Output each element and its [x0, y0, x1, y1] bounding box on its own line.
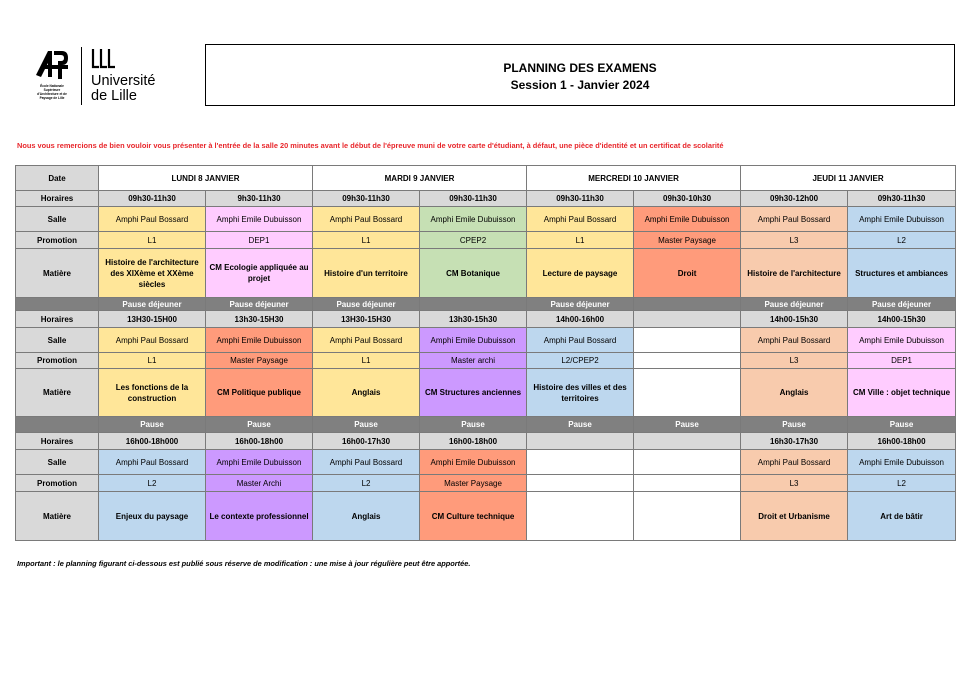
time-cell: 13h30-15h30: [420, 311, 527, 328]
time-cell: 14h00-16h00: [527, 311, 634, 328]
room-cell: [527, 450, 634, 475]
row-label-promotion: Promotion: [16, 232, 99, 249]
promotion-cell: L2: [99, 475, 206, 492]
room-cell: Amphi Paul Bossard: [741, 450, 848, 475]
break-cell: Pause: [634, 417, 741, 433]
room-cell: Amphi Paul Bossard: [99, 328, 206, 353]
promotion-cell: L2/CPEP2: [527, 353, 634, 369]
row-label-horaires: Horaires: [16, 191, 99, 207]
room-cell: Amphi Emile Dubuisson: [206, 328, 313, 353]
promotion-cell: L3: [741, 353, 848, 369]
row-label-horaires: Horaires: [16, 433, 99, 450]
subject-cell: CM Culture technique: [420, 492, 527, 541]
row-label-matiere: Matière: [16, 492, 99, 541]
row-label-salle: Salle: [16, 328, 99, 353]
promotion-cell: L1: [313, 232, 420, 249]
page-subtitle: Session 1 - Janvier 2024: [510, 78, 650, 92]
room-cell: Amphi Emile Dubuisson: [206, 207, 313, 232]
time-cell: 16h00-18h00: [848, 433, 956, 450]
break-cell: Pause déjeuner: [313, 298, 420, 311]
universite-lille-logo-text: Université de Lille: [91, 73, 156, 104]
promotion-cell: L1: [527, 232, 634, 249]
time-cell: 09h30-10h30: [634, 191, 741, 207]
day-header-wednesday: MERCREDI 10 JANVIER: [527, 166, 741, 191]
room-cell: Amphi Paul Bossard: [527, 328, 634, 353]
room-cell: Amphi Paul Bossard: [99, 207, 206, 232]
time-cell: 9h30-11h30: [206, 191, 313, 207]
table-row: [16, 353, 956, 369]
room-cell: Amphi Emile Dubuisson: [634, 207, 741, 232]
subject-cell: CM Politique publique: [206, 369, 313, 417]
promotion-cell: L3: [741, 232, 848, 249]
subject-cell: Enjeux du paysage: [99, 492, 206, 541]
table-row: [16, 249, 956, 298]
time-cell: 09h30-11h30: [527, 191, 634, 207]
subject-cell: Histoire d'un territoire: [313, 249, 420, 298]
break-cell: [420, 298, 527, 311]
time-cell: [634, 433, 741, 450]
time-cell: 16h00-18h00: [206, 433, 313, 450]
promotion-cell: L1: [313, 353, 420, 369]
time-cell: 09h30-11h30: [848, 191, 956, 207]
ensap-logo-text: École Nationale Supérieure d'Architecture et de Paysage de Lille: [37, 84, 67, 100]
time-cell: 13h30-15H30: [206, 311, 313, 328]
universite-lille-logo-mark: [91, 48, 117, 70]
subject-cell: Anglais: [313, 369, 420, 417]
room-cell: Amphi Emile Dubuisson: [206, 450, 313, 475]
subject-cell: Art de bâtir: [848, 492, 956, 541]
promotion-cell: Master Paysage: [420, 475, 527, 492]
row-label-promotion: Promotion: [16, 475, 99, 492]
subject-cell: Histoire des villes et des territoires: [527, 369, 634, 417]
time-cell: 09h30-11h30: [420, 191, 527, 207]
row-label-matiere: Matière: [16, 369, 99, 417]
time-cell: 13H30-15H00: [99, 311, 206, 328]
row-label-date: Date: [16, 166, 99, 191]
table-row: [16, 232, 956, 249]
subject-cell: Histoire de l'architecture: [741, 249, 848, 298]
promotion-cell: Master Archi: [206, 475, 313, 492]
subject-cell: Le contexte professionnel: [206, 492, 313, 541]
table-row: [16, 207, 956, 232]
time-cell: 16h00-18h000: [99, 433, 206, 450]
title-box: [205, 44, 955, 106]
break-cell: Pause: [313, 417, 420, 433]
promotion-cell: L2: [848, 232, 956, 249]
promotion-cell: DEP1: [848, 353, 956, 369]
table-row: [16, 475, 956, 492]
row-label-matiere: Matière: [16, 249, 99, 298]
promotion-cell: DEP1: [206, 232, 313, 249]
arrival-notice: Nous vous remercions de bien vouloir vous présenter à l'entrée de la salle 20 minutes avant le début de l'épreuve muni de votre carte d'étudiant, à défaut, une pièce d'identité et un certificat de scolarité: [17, 141, 724, 150]
table-row: [16, 328, 956, 353]
subject-cell: CM Botanique: [420, 249, 527, 298]
room-cell: Amphi Emile Dubuisson: [848, 450, 956, 475]
room-cell: Amphi Paul Bossard: [741, 207, 848, 232]
promotion-cell: L1: [99, 353, 206, 369]
time-cell: 13H30-15H30: [313, 311, 420, 328]
subject-cell: Droit: [634, 249, 741, 298]
break-cell: Pause: [420, 417, 527, 433]
subject-cell: Lecture de paysage: [527, 249, 634, 298]
promotion-cell: [527, 475, 634, 492]
room-cell: Amphi Paul Bossard: [313, 450, 420, 475]
promotion-cell: Master Paysage: [206, 353, 313, 369]
header-logos: [28, 45, 188, 107]
break-cell: Pause: [848, 417, 956, 433]
room-cell: [634, 450, 741, 475]
day-header-monday: LUNDI 8 JANVIER: [99, 166, 313, 191]
subject-cell: Structures et ambiances: [848, 249, 956, 298]
table-row: [16, 492, 956, 541]
ensap-logo: [28, 45, 74, 105]
break-cell: Pause déjeuner: [206, 298, 313, 311]
date-row: [16, 166, 956, 191]
subject-cell: Droit et Urbanisme: [741, 492, 848, 541]
subject-cell: Histoire de l'architecture des XIXème et XXème siècles: [99, 249, 206, 298]
subject-cell: Anglais: [313, 492, 420, 541]
room-cell: Amphi Emile Dubuisson: [420, 450, 527, 475]
page-title: PLANNING DES EXAMENS: [503, 61, 657, 75]
day-header-thursday: JEUDI 11 JANVIER: [741, 166, 956, 191]
room-cell: Amphi Emile Dubuisson: [848, 207, 956, 232]
break-label-cell: [16, 417, 99, 433]
room-cell: Amphi Paul Bossard: [99, 450, 206, 475]
promotion-cell: L3: [741, 475, 848, 492]
room-cell: Amphi Emile Dubuisson: [848, 328, 956, 353]
table-row: [16, 311, 956, 328]
time-cell: 14h00-15h30: [741, 311, 848, 328]
room-cell: [634, 328, 741, 353]
subject-cell: Les fonctions de la construction: [99, 369, 206, 417]
promotion-cell: [634, 353, 741, 369]
row-label-salle: Salle: [16, 450, 99, 475]
break-cell: Pause déjeuner: [527, 298, 634, 311]
exam-schedule-table: [15, 165, 956, 541]
room-cell: Amphi Paul Bossard: [313, 328, 420, 353]
row-label-horaires: Horaires: [16, 311, 99, 328]
break-cell: Pause déjeuner: [741, 298, 848, 311]
promotion-cell: Master Paysage: [634, 232, 741, 249]
time-cell: [634, 311, 741, 328]
break-row: [16, 298, 956, 311]
ensap-logo-mark: [32, 47, 70, 83]
subject-cell: [634, 492, 741, 541]
subject-cell: CM Structures anciennes: [420, 369, 527, 417]
room-cell: Amphi Paul Bossard: [527, 207, 634, 232]
subject-cell: [634, 369, 741, 417]
time-cell: 16h00-18h00: [420, 433, 527, 450]
break-cell: Pause déjeuner: [99, 298, 206, 311]
footnote: Important : le planning figurant ci-dessous est publié sous réserve de modification : une mise à jour régulière peut être apportée.: [17, 559, 471, 568]
room-cell: Amphi Emile Dubuisson: [420, 207, 527, 232]
time-cell: [527, 433, 634, 450]
table-row: [16, 191, 956, 207]
room-cell: Amphi Emile Dubuisson: [420, 328, 527, 353]
time-cell: 09h30-11h30: [99, 191, 206, 207]
break-cell: [634, 298, 741, 311]
room-cell: Amphi Paul Bossard: [313, 207, 420, 232]
time-cell: 16h30-17h30: [741, 433, 848, 450]
subject-cell: CM Ville : objet technique: [848, 369, 956, 417]
promotion-cell: Master archi: [420, 353, 527, 369]
break-cell: Pause: [206, 417, 313, 433]
promotion-cell: [634, 475, 741, 492]
row-label-promotion: Promotion: [16, 353, 99, 369]
logo-separator: [81, 47, 82, 105]
break-cell: Pause: [99, 417, 206, 433]
table-row: [16, 433, 956, 450]
time-cell: 16h00-17h30: [313, 433, 420, 450]
promotion-cell: CPEP2: [420, 232, 527, 249]
table-row: [16, 450, 956, 475]
break-row: [16, 417, 956, 433]
row-label-salle: Salle: [16, 207, 99, 232]
promotion-cell: L2: [313, 475, 420, 492]
subject-cell: CM Ecologie appliquée au projet: [206, 249, 313, 298]
promotion-cell: L1: [99, 232, 206, 249]
time-cell: 09h30-11h30: [313, 191, 420, 207]
break-cell: Pause déjeuner: [848, 298, 956, 311]
room-cell: Amphi Paul Bossard: [741, 328, 848, 353]
subject-cell: Anglais: [741, 369, 848, 417]
break-label-cell: [16, 298, 99, 311]
promotion-cell: L2: [848, 475, 956, 492]
subject-cell: [527, 492, 634, 541]
time-cell: 14h00-15h30: [848, 311, 956, 328]
break-cell: Pause: [741, 417, 848, 433]
break-cell: Pause: [527, 417, 634, 433]
day-header-tuesday: MARDI 9 JANVIER: [313, 166, 527, 191]
table-row: [16, 369, 956, 417]
time-cell: 09h30-12h00: [741, 191, 848, 207]
